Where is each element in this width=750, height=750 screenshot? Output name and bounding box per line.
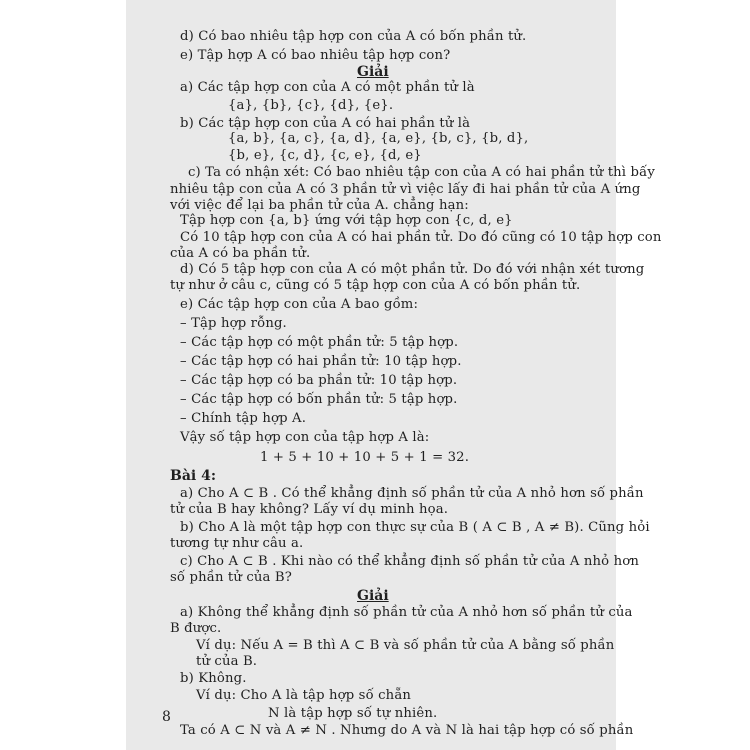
text-line: d) Có bao nhiêu tập hợp con của A có bốn phần tử. xyxy=(180,29,527,44)
text-line: a) Không thể khẳng định số phần tử của A nhỏ hơn số phần tử của xyxy=(180,605,633,620)
math-line: {a}, {b}, {c}, {d}, {e}. xyxy=(228,98,394,113)
text-line: a) Các tập hợp con của A có một phần tử là xyxy=(180,80,475,95)
list-item: – Các tập hợp có một phần tử: 5 tập hợp. xyxy=(180,335,459,350)
text-line: Ta có A ⊂ N và A ≠ N . Nhưng do A và N là hai tập hợp có số phần xyxy=(180,723,634,738)
math-line: {b, e}, {c, d}, {c, e}, {d, e} xyxy=(228,148,422,163)
text-line: với việc để lại ba phần tử của A. chẳng hạn: xyxy=(170,198,469,213)
text-line: số phần tử của B? xyxy=(170,570,292,585)
solution-heading: Giải xyxy=(357,64,389,80)
text-line: b) Cho A là một tập hợp con thực sự của B ( A ⊂ B , A ≠ B). Cũng hỏi xyxy=(180,520,650,535)
list-item: – Các tập hợp có bốn phần tử: 5 tập hợp. xyxy=(180,392,458,407)
text-line: B được. xyxy=(170,621,222,636)
text-line: Tập hợp con {a, b} ứng với tập hợp con {c, d, e} xyxy=(180,213,513,228)
text-line: tử của B hay không? Lấy ví dụ minh họa. xyxy=(170,502,449,517)
text-line: Ví dụ: Cho A là tập hợp số chẵn xyxy=(196,688,411,703)
text-line: b) Không. xyxy=(180,671,247,686)
math-line: {a, b}, {a, c}, {a, d}, {a, e}, {b, c}, {b, d}, xyxy=(228,131,529,146)
text-line: b) Các tập hợp con của A có hai phần tử là xyxy=(180,116,471,131)
book-page xyxy=(126,0,662,750)
text-line: c) Ta có nhận xét: Có bao nhiêu tập con của A có hai phần tử thì bấy xyxy=(188,165,655,180)
text-line: e) Các tập hợp con của A bao gồm: xyxy=(180,297,419,312)
text-line: Có 10 tập hợp con của A có hai phần tử. Do đó cũng có 10 tập hợp con xyxy=(180,230,662,245)
text-line: tự như ở câu c, cũng có 5 tập hợp con của A có bốn phần tử. xyxy=(170,278,581,293)
page-number: 8 xyxy=(162,709,171,725)
text-line: tử của B. xyxy=(196,654,258,669)
text-line: tương tự như câu a. xyxy=(170,536,304,551)
list-item: – Các tập hợp có hai phần tử: 10 tập hợp. xyxy=(180,354,462,369)
text-line: N là tập hợp số tự nhiên. xyxy=(268,706,438,721)
list-item: – Chính tập hợp A. xyxy=(180,411,307,426)
text-line: của A có ba phần tử. xyxy=(170,246,311,261)
text-line: d) Có 5 tập hợp con của A có một phần tử. Do đó với nhận xét tương xyxy=(180,262,645,277)
text-line: c) Cho A ⊂ B . Khi nào có thể khẳng định số phần tử của A nhỏ hơn xyxy=(180,554,639,569)
list-item: – Tập hợp rỗng. xyxy=(180,316,287,331)
math-line: 1 + 5 + 10 + 10 + 5 + 1 = 32. xyxy=(260,450,470,465)
text-line: Ví dụ: Nếu A = B thì A ⊂ B và số phần tử của A bằng số phần xyxy=(196,638,615,653)
text-line: e) Tập hợp A có bao nhiêu tập hợp con? xyxy=(180,48,451,63)
exercise-heading: Bài 4: xyxy=(170,468,217,484)
text-line: nhiêu tập con của A có 3 phần tử vì việc lấy đi hai phần tử của A ứng xyxy=(170,182,641,197)
text-line: Vậy số tập hợp con của tập hợp A là: xyxy=(180,430,430,445)
text-line: a) Cho A ⊂ B . Có thể khẳng định số phần tử của A nhỏ hơn số phần xyxy=(180,486,644,501)
list-item: – Các tập hợp có ba phần tử: 10 tập hợp. xyxy=(180,373,458,388)
solution-heading: Giải xyxy=(357,588,389,604)
